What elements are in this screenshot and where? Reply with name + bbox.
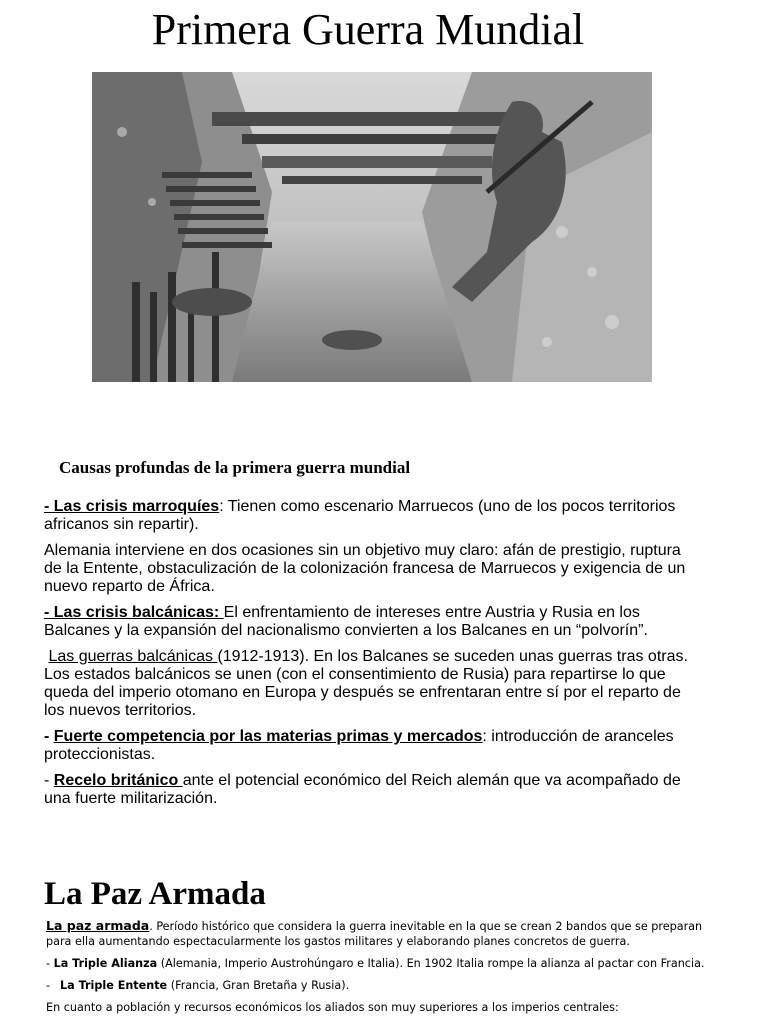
causas-paragraph-alemania <box>44 542 694 596</box>
causas-heading: Causas profundas de la primera guerra mundial <box>59 458 411 477</box>
entente-dash: - <box>46 979 51 992</box>
entente-text: (Francia, Gran Bretaña y Rusia). <box>167 979 350 992</box>
competencia-label: Fuerte competencia por las materias primas y mercados <box>53 728 483 745</box>
trench-photograph <box>92 72 652 382</box>
paz-paragraph-alianza <box>46 956 726 971</box>
paz-armada-body <box>46 918 726 1022</box>
page-title: Primera Guerra Mundial <box>151 5 585 54</box>
balcanicas-text: El enfrentamiento de intereses entre Austria y Rusia en los Balcanes y la expansión del nacionalismo convierten a los Balcanes en un “polvorín”. <box>44 604 648 639</box>
guerras-label: Las guerras balcánicas <box>48 648 218 665</box>
entente-label: La Triple Entente <box>60 979 168 992</box>
alianza-text: (Alemania, Imperio Austrohúngaro e Italia). En 1902 Italia rompe la alianza al pactar con Francia. <box>157 957 705 970</box>
recelo-label: Recelo británico <box>53 772 183 789</box>
paz-paragraph-entente <box>46 978 726 993</box>
marroquies-label: - Las crisis marroquíes <box>44 498 220 515</box>
causas-paragraph-recelo <box>44 772 694 808</box>
balcanicas-label: - Las crisis balcánicas: <box>44 604 224 621</box>
trench-photo-illustration <box>92 72 652 382</box>
causas-paragraph-guerras <box>44 648 694 720</box>
alemania-text: Alemania interviene en dos ocasiones sin un objetivo muy claro: afán de prestigio, ruptura de la Entente, obstaculización de la colonización francesa de Marruecos y exigencia de un nuevo reparto de África. <box>44 542 686 595</box>
recursos-text: En cuanto a población y recursos económicos los aliados son muy superiores a los imperios centrales: <box>46 1001 619 1014</box>
causas-paragraph-marroquies <box>44 498 694 534</box>
competencia-dash: - <box>44 728 54 745</box>
causas-paragraph-balcanicas <box>44 604 694 640</box>
causas-body <box>44 498 694 816</box>
causas-paragraph-competencia <box>44 728 694 764</box>
marroquies-text: : Tienen como escenario Marruecos (uno de los pocos territorios africanos sin repartir). <box>44 498 676 533</box>
paz-armada-text: . Período histórico que considera la guerra inevitable en la que se crean 2 bandos que se preparan para ella aumentando espectacularmente los gastos militares y elaborando planes concretos de guerra. <box>46 920 703 948</box>
competencia-text: : introducción de aranceles proteccionistas. <box>44 728 674 763</box>
alianza-label: La Triple Alianza <box>53 957 158 970</box>
paz-paragraph-recursos <box>46 1000 726 1015</box>
paz-armada-label: La paz armada <box>46 918 150 933</box>
paz-armada-title: La Paz Armada <box>44 876 266 912</box>
recelo-dash: - <box>44 772 54 789</box>
alianza-dash: - <box>46 957 54 970</box>
recelo-text: ante el potencial económico del Reich alemán que va acompañado de una fuerte militarización. <box>44 772 681 807</box>
paz-paragraph-definicion <box>46 918 726 949</box>
guerras-text: (1912-1913). En los Balcanes se suceden unas guerras tras otras. Los estados balcánicos se unen (con el consentimiento de Rusia) para repartirse lo que queda del imperio otomano en Europa y después se enfrentaran entre sí por el reparto de los nuevos territorios. <box>44 648 688 719</box>
